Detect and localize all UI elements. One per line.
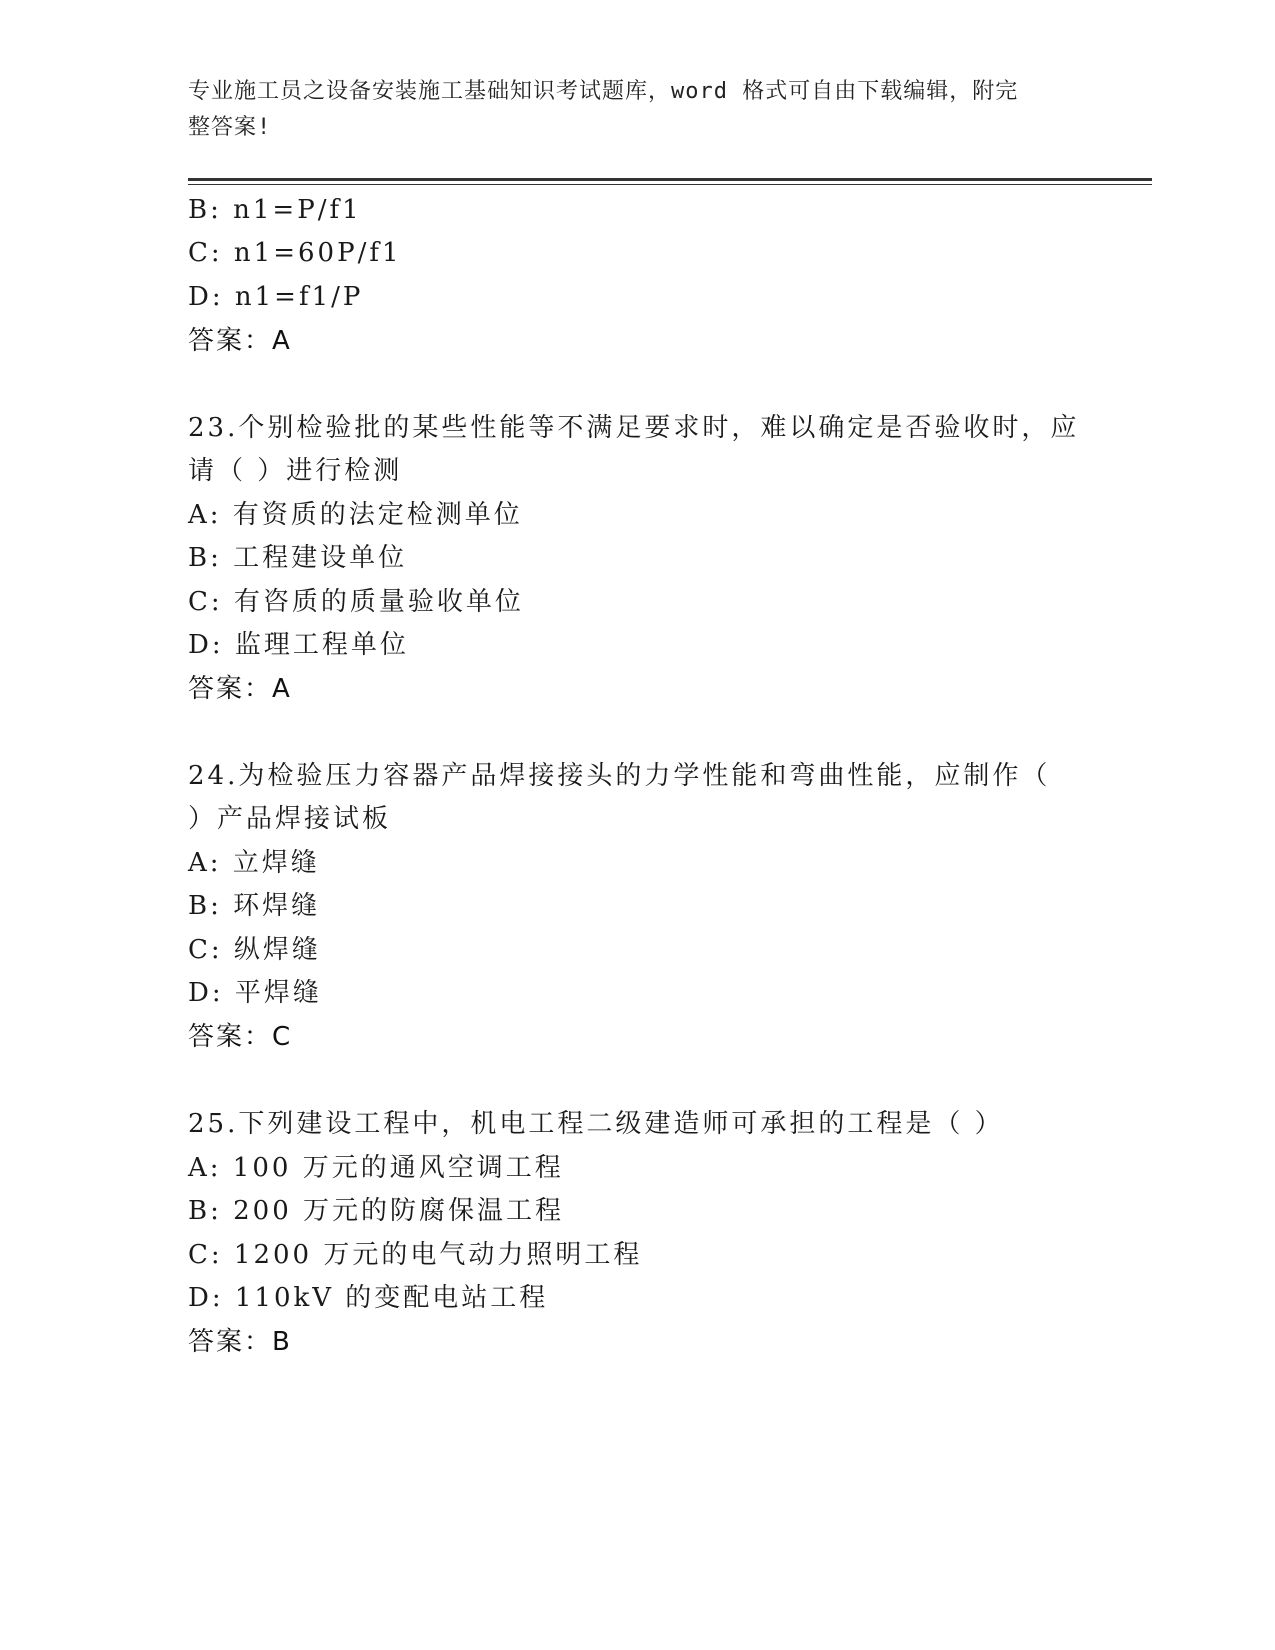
q25-option-d: D: 110kV 的变配电站工程: [188, 1283, 549, 1313]
q24-option-d: D: 平焊缝: [188, 978, 322, 1008]
q25-answer: 答案：B: [188, 1327, 292, 1357]
q22-answer: 答案：A: [188, 326, 292, 356]
q23-option-a: A: 有资质的法定检测单位: [188, 500, 523, 530]
q25-option-b: B: 200 万元的防腐保温工程: [188, 1196, 565, 1226]
q22-option-b: B: n1=P/f1: [188, 195, 362, 225]
document-header: [188, 74, 1068, 146]
q23-option-c: C: 有咨质的质量验收单位: [188, 587, 524, 617]
header-divider-thin: [188, 184, 1152, 185]
q22-option-c: C: n1=60P/f1: [188, 238, 402, 268]
q22-option-d: D: n1=f1/P: [188, 282, 364, 312]
header-divider-thick: [188, 178, 1152, 181]
q23-stem-line-2: 请（ ）进行检测: [188, 456, 403, 486]
q25-stem-line-1: 25.下列建设工程中，机电工程二级建造师可承担的工程是（ ）: [188, 1109, 1004, 1139]
q23-answer: 答案：A: [188, 674, 292, 704]
q24-answer: 答案：C: [188, 1022, 293, 1052]
q24-option-c: C: 纵焊缝: [188, 935, 321, 965]
q25-option-c: C: 1200 万元的电气动力照明工程: [188, 1240, 643, 1270]
q23-option-b: B: 工程建设单位: [188, 543, 408, 573]
q23-stem-line-1: 23.个别检验批的某些性能等不满足要求时，难以确定是否验收时，应: [188, 413, 1080, 443]
q23-option-d: D: 监理工程单位: [188, 630, 409, 660]
q24-option-b: B: 环焊缝: [188, 891, 321, 921]
q24-option-a: A: 立焊缝: [188, 848, 320, 878]
header-line-2: 整答案!: [188, 115, 272, 140]
q25-option-a: A: 100 万元的通风空调工程: [188, 1153, 564, 1183]
q24-stem-line-2: ）产品焊接试板: [188, 804, 392, 834]
header-line-1: 专业施工员之设备安装施工基础知识考试题库，word 格式可自由下载编辑，附完: [188, 79, 1019, 104]
q24-stem-line-1: 24.为检验压力容器产品焊接接头的力学性能和弯曲性能，应制作（: [188, 761, 1051, 791]
